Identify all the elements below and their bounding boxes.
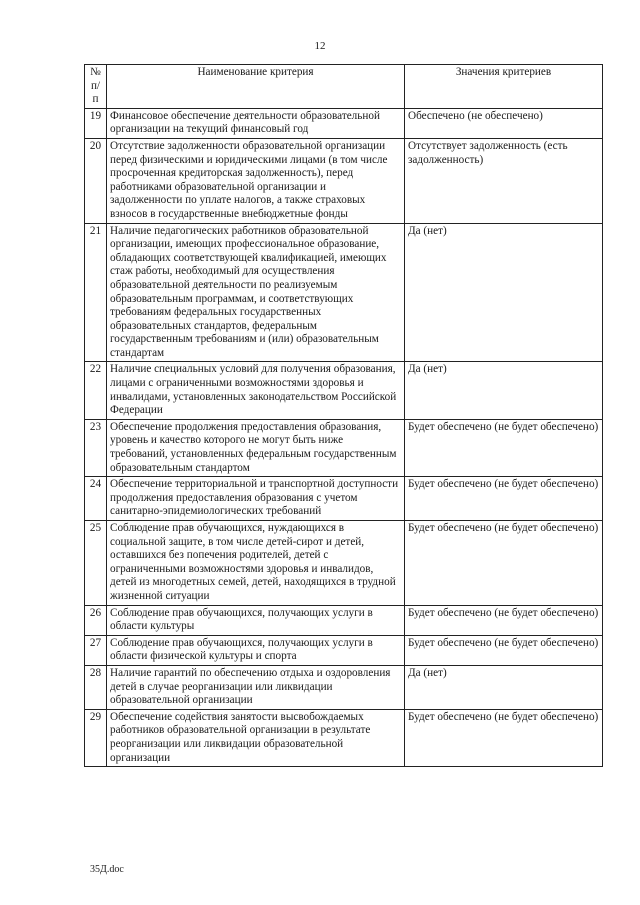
row-number: 22 xyxy=(85,362,107,419)
table-row xyxy=(85,138,603,223)
file-name-footer: 35Д.doc xyxy=(90,864,124,875)
table-row xyxy=(85,477,603,521)
row-number: 29 xyxy=(85,709,107,766)
criterion-name: Наличие специальных условий для получения образования, лицами с ограниченными возможностями здоровья и инвалидами, установленных законодательством Российской Федерации xyxy=(107,362,405,419)
header-criterion-value: Значения критериев xyxy=(405,65,603,109)
table-row xyxy=(85,521,603,606)
criterion-value: Да (нет) xyxy=(405,223,603,362)
table-row xyxy=(85,362,603,419)
table-row xyxy=(85,223,603,362)
page-number: 12 xyxy=(314,40,326,52)
criterion-name: Соблюдение прав обучающихся, получающих услуги в области культуры xyxy=(107,605,405,635)
header-criterion-name: Наименование критерия xyxy=(107,65,405,109)
table-row xyxy=(85,709,603,766)
row-number: 23 xyxy=(85,419,107,476)
criterion-name: Наличие педагогических работников образовательной организации, имеющих профессиональное образование, обладающих соответствующей квалификацией, имеющих стаж работы, необходимый для осуществления образовательной деятельности по реализуемым образовательным программам, и соответствующих требованиям федеральных государственных образовательных стандартов, федеральным государственным требованиям и (или) образовательным стандартам xyxy=(107,223,405,362)
criterion-value: Будет обеспечено (не будет обеспечено) xyxy=(405,477,603,521)
table-row xyxy=(85,419,603,476)
header-number xyxy=(85,65,107,109)
criterion-value: Отсутствует задолженность (есть задолженность) xyxy=(405,138,603,223)
row-number: 27 xyxy=(85,635,107,665)
table-row xyxy=(85,108,603,138)
criterion-value: Будет обеспечено (не будет обеспечено) xyxy=(405,635,603,665)
row-number: 24 xyxy=(85,477,107,521)
header-number-label: № п/п xyxy=(90,66,101,106)
criterion-name: Наличие гарантий по обеспечению отдыха и оздоровления детей в случае реорганизации или ликвидации образовательной организации xyxy=(107,665,405,709)
criterion-name: Обеспечение территориальной и транспортной доступности продолжения предоставления образования с учетом санитарно-эпидемиологических требований xyxy=(107,477,405,521)
row-number: 20 xyxy=(85,138,107,223)
table-row xyxy=(85,605,603,635)
criterion-name: Отсутствие задолженности образовательной организации перед физическими и юридическими лицами (в том числе просроченная кредиторская задолженность), перед работниками образовательной организации и задолженности по уплате налогов, а также страховых взносов в государственные внебюджетные фонды xyxy=(107,138,405,223)
criterion-value: Обеспечено (не обеспечено) xyxy=(405,108,603,138)
criterion-name: Соблюдение прав обучающихся, нуждающихся в социальной защите, в том числе детей-сирот и детей, оставшихся без попечения родителей, детей с ограниченными возможностями здоровья и инвалидов, детей из многодетных семей, детей, находящихся в трудной жизненной ситуации xyxy=(107,521,405,606)
criterion-name: Обеспечение содействия занятости высвобождаемых работников образовательной организации в результате реорганизации или ликвидации образовательной организации xyxy=(107,709,405,766)
table-header-row xyxy=(85,65,603,109)
table-row xyxy=(85,635,603,665)
criterion-value: Будет обеспечено (не будет обеспечено) xyxy=(405,605,603,635)
row-number: 21 xyxy=(85,223,107,362)
row-number: 19 xyxy=(85,108,107,138)
criteria-table xyxy=(84,64,603,767)
criterion-name: Соблюдение прав обучающихся, получающих услуги в области физической культуры и спорта xyxy=(107,635,405,665)
table-row xyxy=(85,665,603,709)
criterion-name: Обеспечение продолжения предоставления образования, уровень и качество которого не могут быть ниже требований, установленных федеральным государственным образовательным стандартом xyxy=(107,419,405,476)
criterion-name: Финансовое обеспечение деятельности образовательной организации на текущий финансовый год xyxy=(107,108,405,138)
criterion-value: Будет обеспечено (не будет обеспечено) xyxy=(405,419,603,476)
criterion-value: Будет обеспечено (не будет обеспечено) xyxy=(405,709,603,766)
criterion-value: Будет обеспечено (не будет обеспечено) xyxy=(405,521,603,606)
row-number: 25 xyxy=(85,521,107,606)
criterion-value: Да (нет) xyxy=(405,665,603,709)
row-number: 28 xyxy=(85,665,107,709)
criterion-value: Да (нет) xyxy=(405,362,603,419)
row-number: 26 xyxy=(85,605,107,635)
